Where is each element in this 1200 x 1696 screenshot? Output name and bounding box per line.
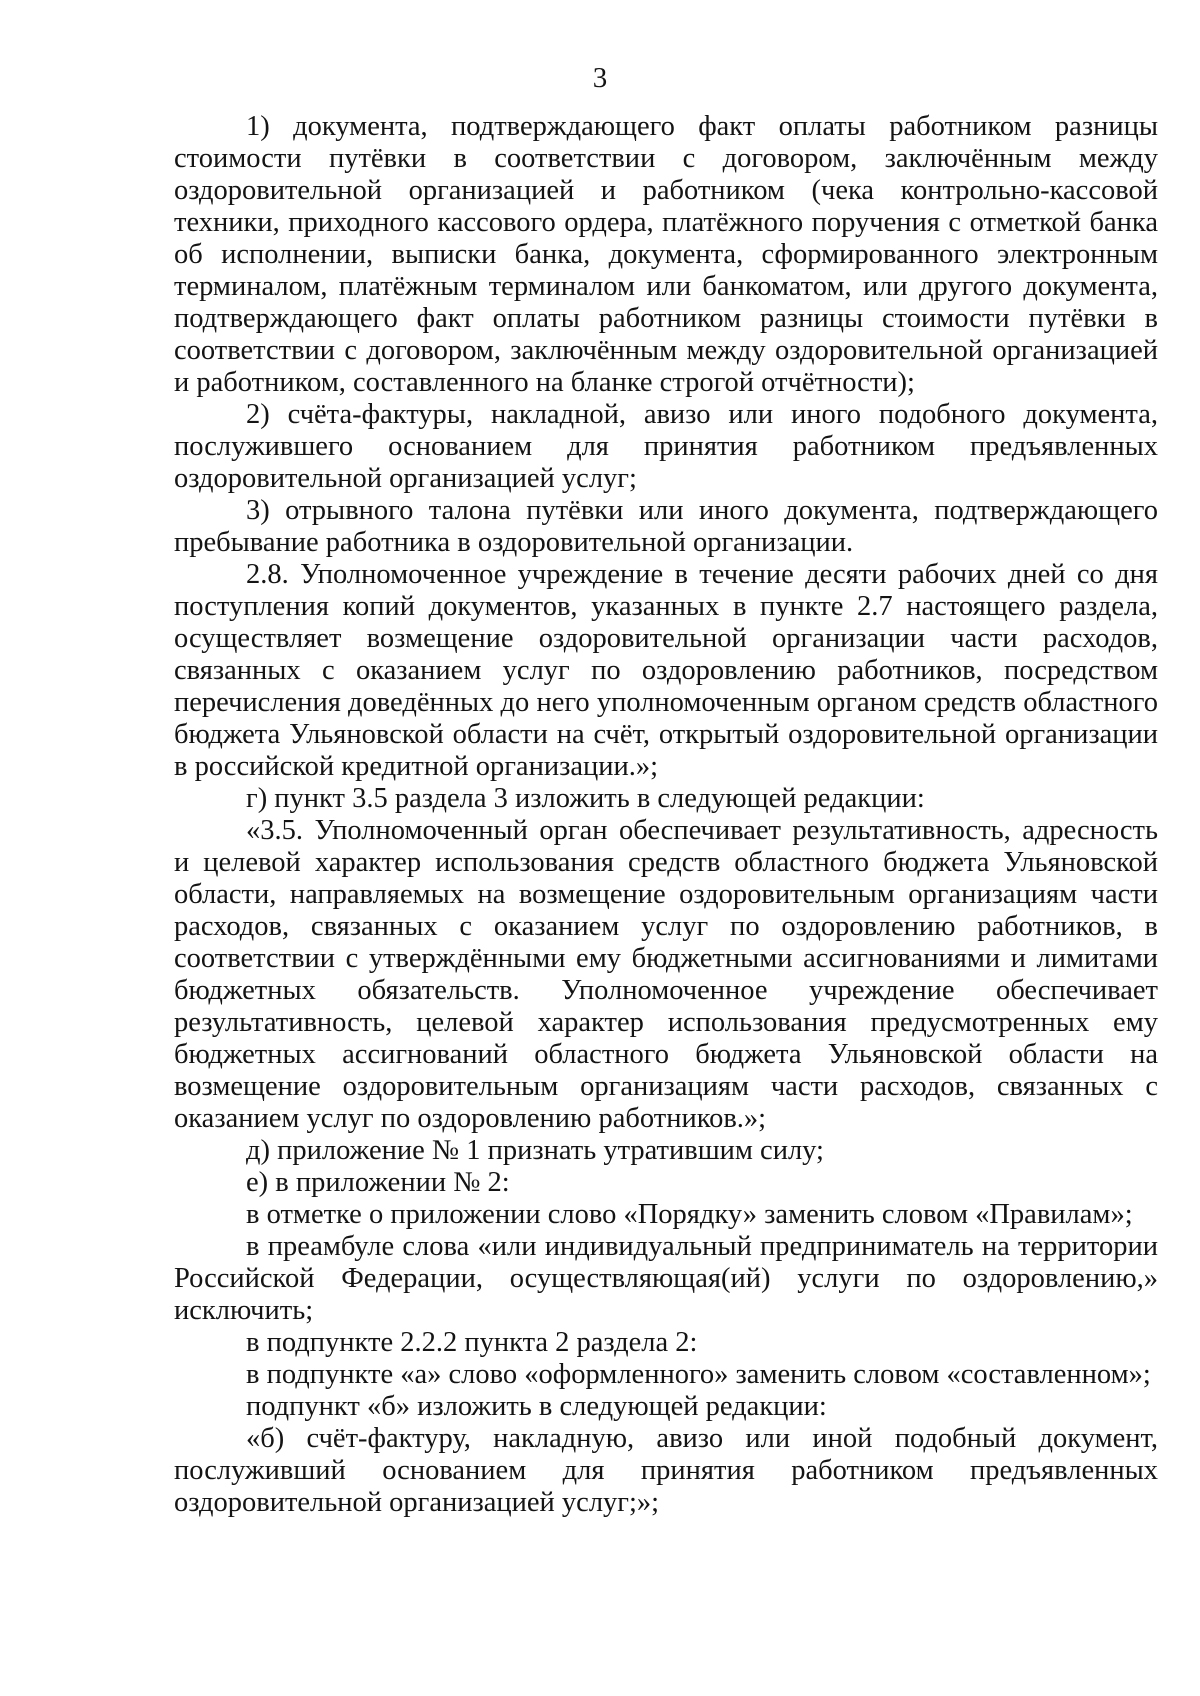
paragraph-g: г) пункт 3.5 раздела 3 изложить в следующей редакции: bbox=[246, 783, 925, 814]
paragraph-preamble-change: в преамбуле слова «или индивидуальный предприниматель на территории Российской Федерации, осуществляющая(ий) услуги по оздоровлению,» исключить; bbox=[174, 1231, 1158, 1326]
paragraph-subpoint-b-heading: подпункт «б» изложить в следующей редакции: bbox=[246, 1391, 827, 1422]
paragraph-2-8: 2.8. Уполномоченное учреждение в течение десяти рабочих дней со дня поступления копий документов, указанных в пункте 2.7 настоящего раздела, осуществляет возмещение оздоровительной организации части расходов, связанных с оказанием услуг по оздоровлению работников, посредством перечисления доведённых до него уполномоченным органом средств областного бюджета Ульяновской области на счёт, открытый оздоровительной организации в российской кредитной организации.»; bbox=[174, 559, 1158, 782]
paragraph-item-3: 3) отрывного талона путёвки или иного документа, подтверждающего пребывание работника в оздоровительной организации. bbox=[174, 495, 1158, 558]
paragraph-e: е) в приложении № 2: bbox=[246, 1167, 510, 1198]
paragraph-note-change: в отметке о приложении слово «Порядку» заменить словом «Правилам»; bbox=[246, 1199, 1133, 1230]
paragraph-subpoint-b-text: «б) счёт-фактуру, накладную, авизо или иной подобный документ, послуживший основанием для принятия работником предъявленных оздоровительной организацией услуг;»; bbox=[174, 1423, 1158, 1518]
paragraph-3-5: «3.5. Уполномоченный орган обеспечивает результативность, адресность и целевой характер использования средств областного бюджета Ульяновской области, направляемых на возмещение оздоровительным организациям части расходов, связанных с оказанием услуг по оздоровлению работников, в соответствии с утверждёнными ему бюджетными ассигнованиями и лимитами бюджетных обязательств. Уполномоченное учреждение обеспечивает результативность, целевой характер использования предусмотренных ему бюджетных ассигнований областного бюджета Ульяновской области на возмещение оздоровительным организациям части расходов, связанных с оказанием услуг по оздоровлению работников.»; bbox=[174, 815, 1158, 1134]
paragraph-subpoint-a: в подпункте «а» слово «оформленного» заменить словом «составленном»; bbox=[246, 1359, 1151, 1390]
paragraph-item-2: 2) счёта-фактуры, накладной, авизо или иного подобного документа, послужившего основанием для принятия работником предъявленных оздоровительной организацией услуг; bbox=[174, 399, 1158, 494]
paragraph-d: д) приложение № 1 признать утратившим силу; bbox=[246, 1135, 824, 1166]
document-body bbox=[174, 111, 1158, 1519]
paragraph-subpoint-2-2-2: в подпункте 2.2.2 пункта 2 раздела 2: bbox=[246, 1327, 698, 1358]
page-number: 3 bbox=[592, 62, 608, 94]
paragraph-item-1: 1) документа, подтверждающего факт оплаты работником разницы стоимости путёвки в соответствии с договором, заключённым между оздоровительной организацией и работником (чека контрольно-кассовой техники, приходного кассового ордера, платёжного поручения с отметкой банка об исполнении, выписки банка, документа, сформированного электронным терминалом, платёжным терминалом или банкоматом, или другого документа, подтверждающего факт оплаты работником разницы стоимости путёвки в соответствии с договором, заключённым между оздоровительной организацией и работником, составленного на бланке строгой отчётности); bbox=[174, 111, 1158, 398]
